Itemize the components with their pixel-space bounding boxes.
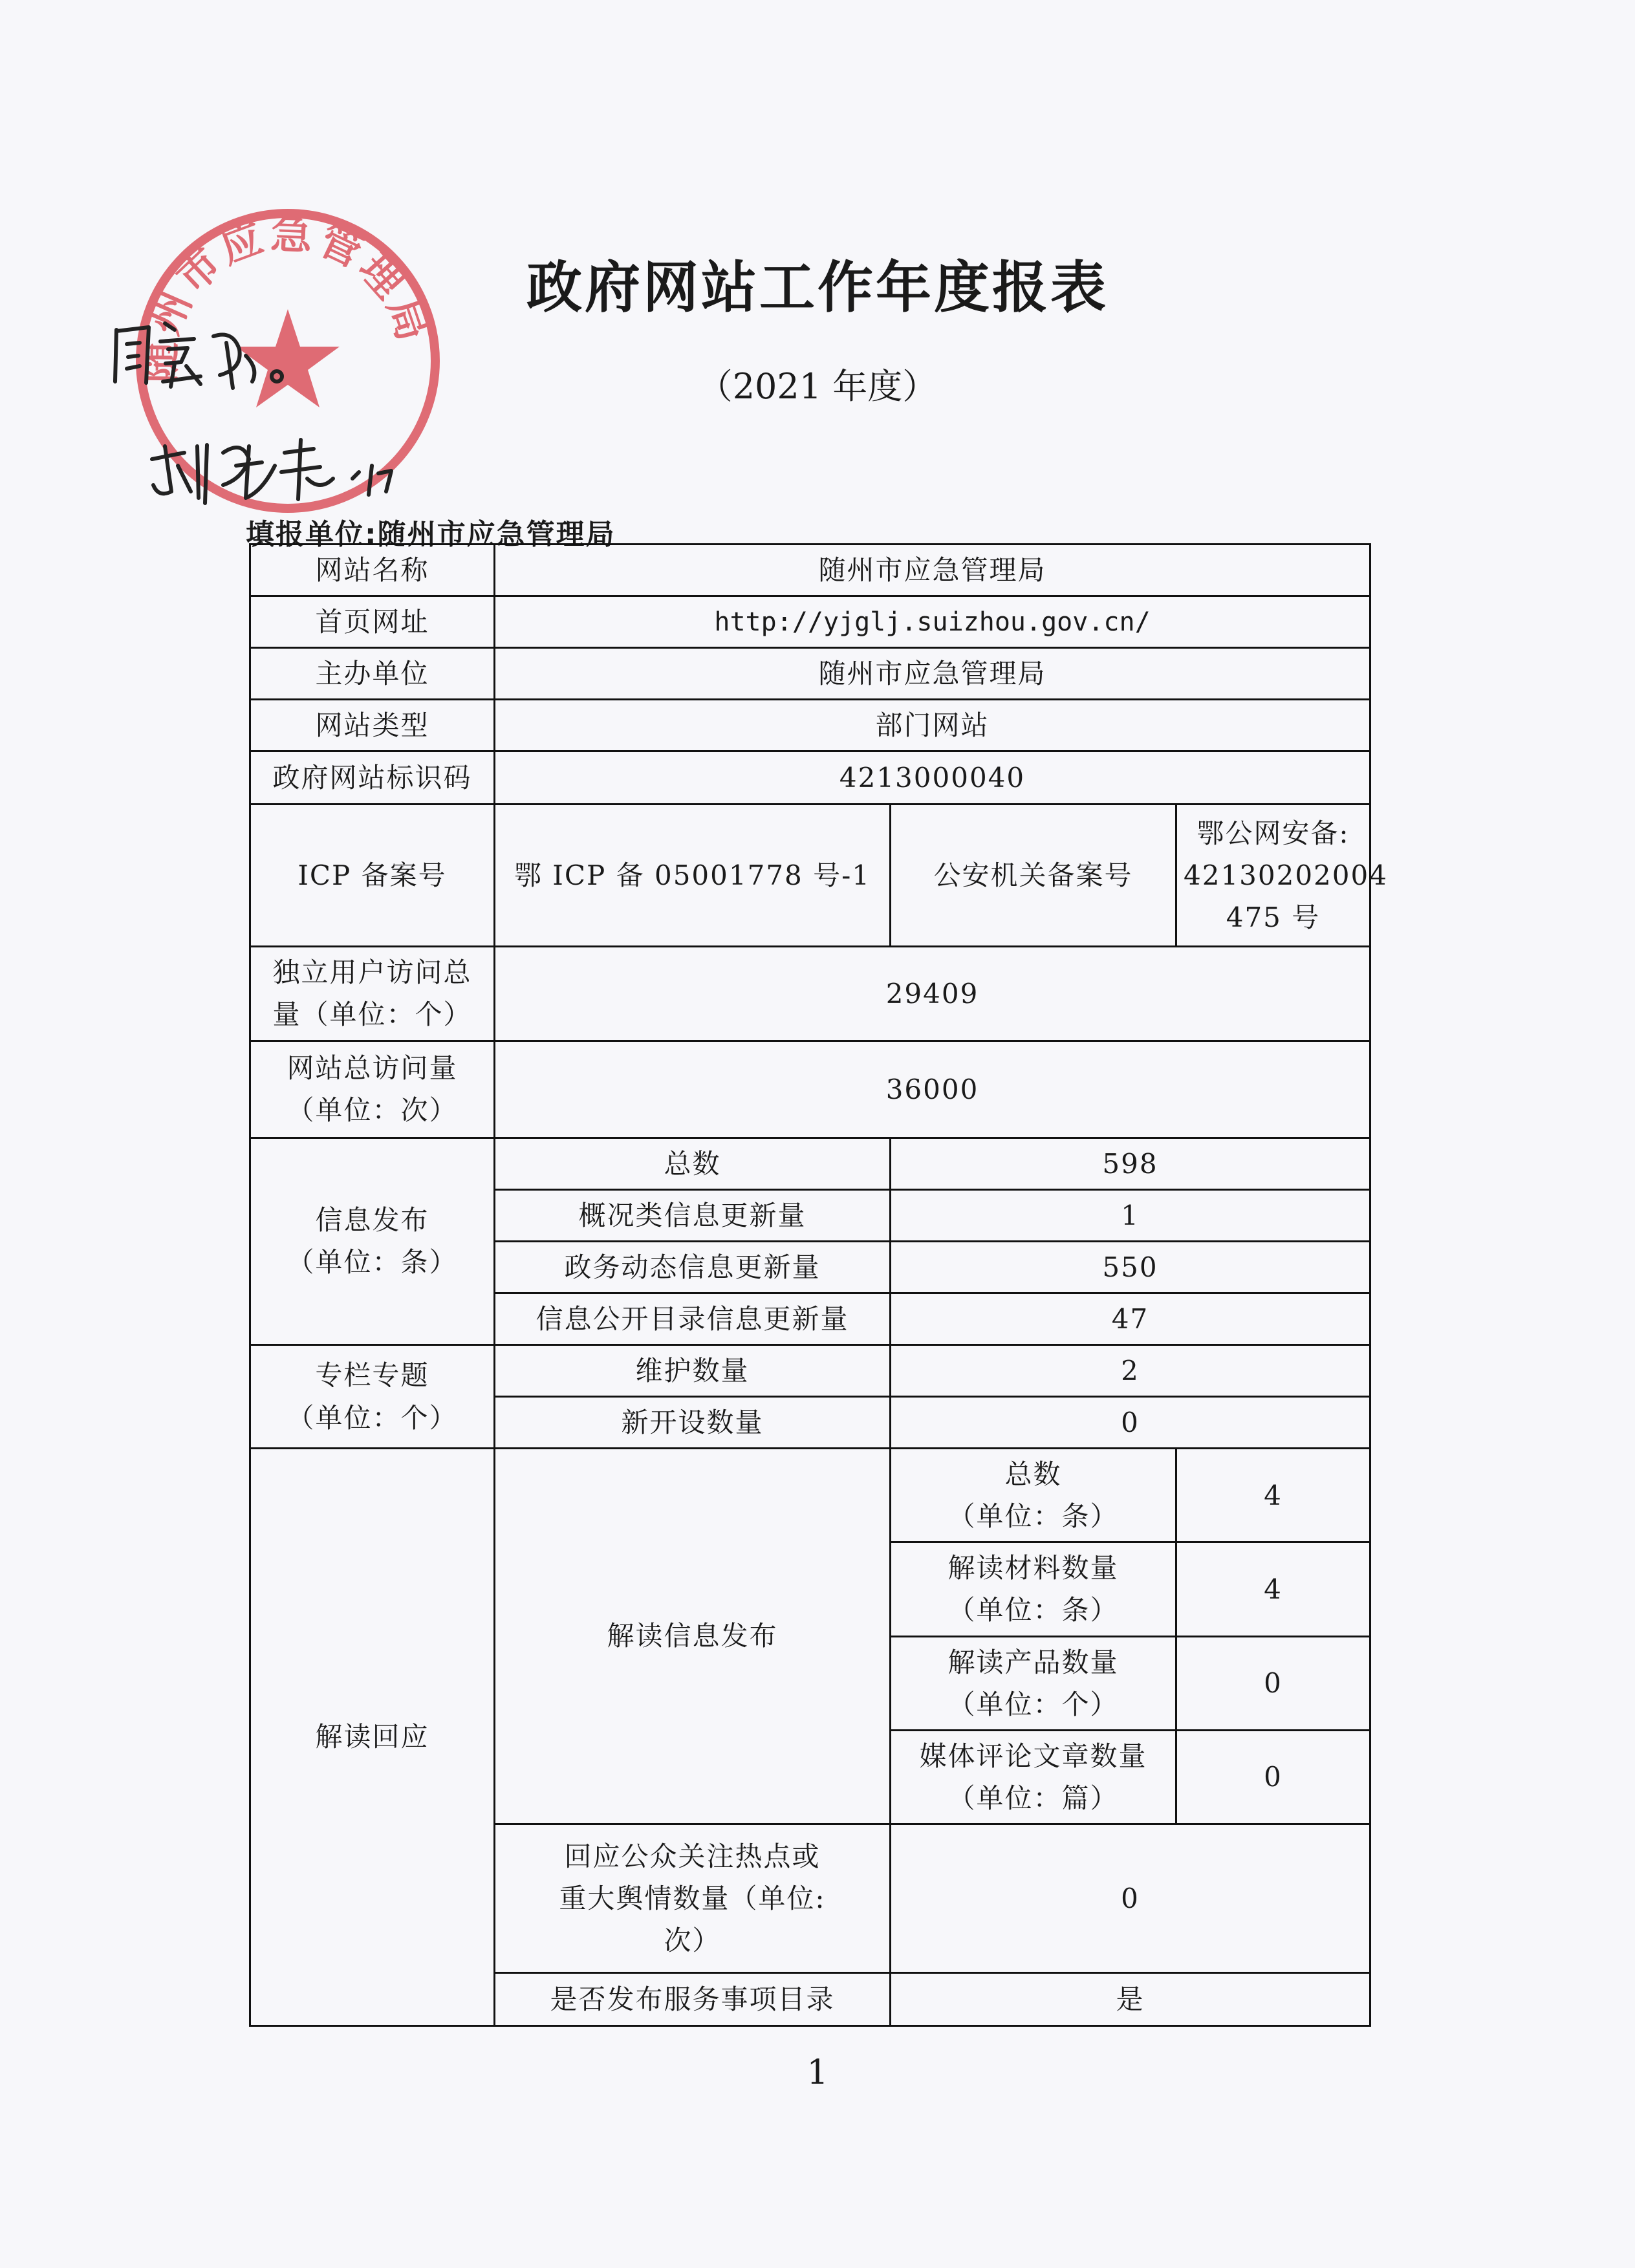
info-row-label: 概况类信息更新量 — [495, 1189, 891, 1241]
column-row-value: 0 — [891, 1397, 1370, 1449]
interp-row-value: 4 — [1176, 1449, 1370, 1542]
interp-row-value: 0 — [1176, 1636, 1370, 1730]
column-row-value: 2 — [891, 1345, 1370, 1396]
row-sponsor — [250, 648, 1370, 700]
uv-label-line2: 量（单位：个） — [272, 999, 472, 1031]
service-label: 是否发布服务事项目录 — [495, 1972, 891, 2025]
home-url-label: 首页网址 — [250, 596, 495, 648]
sponsor-label: 主办单位 — [250, 648, 495, 700]
site-type-value: 部门网站 — [495, 700, 1370, 751]
hotspot-label — [495, 1824, 891, 1972]
icp-label: ICP 备案号 — [250, 805, 495, 947]
row-home-url — [250, 596, 1370, 648]
row-icp — [250, 805, 1370, 947]
police-value — [1176, 805, 1388, 947]
report-title: 政府网站工作年度报表 — [526, 255, 1109, 320]
column-row-label: 新开设数量 — [495, 1397, 891, 1449]
pv-label-line1: 网站总访问量 — [287, 1052, 458, 1084]
row-interp-total — [250, 1449, 1370, 1542]
site-code-label: 政府网站标识码 — [250, 751, 495, 805]
sponsor-value: 随州市应急管理局 — [495, 648, 1370, 700]
seal-text: 随州市应急管理局 — [136, 210, 438, 383]
hotspot-label-line1: 回应公众关注热点或 — [564, 1840, 821, 1872]
column-label — [250, 1345, 495, 1448]
info-row-value: 550 — [891, 1241, 1370, 1293]
column-label-line1: 专栏专题 — [315, 1359, 429, 1392]
interp-row-label-line2: （单位：条） — [947, 1594, 1119, 1626]
row-unique-visitors — [250, 947, 1370, 1041]
column-label-line2: （单位：个） — [287, 1401, 458, 1434]
pv-label-line2: （单位：次） — [287, 1094, 458, 1127]
interp-label: 解读回应 — [250, 1449, 495, 2026]
interp-row-label-line2: （单位：个） — [947, 1688, 1119, 1720]
report-table — [249, 543, 1388, 2027]
info-row-value: 47 — [891, 1293, 1370, 1345]
report-year: （2021 年度） — [697, 366, 938, 407]
row-page-views — [250, 1041, 1370, 1138]
row-site-code — [250, 751, 1370, 805]
info-label-line2: （单位：条） — [287, 1246, 458, 1279]
site-name-label: 网站名称 — [250, 545, 495, 596]
interp-row-label-line2: （单位：篇） — [947, 1782, 1119, 1814]
hotspot-value: 0 — [891, 1824, 1370, 1972]
interp-row-label-line1: 解读产品数量 — [947, 1646, 1119, 1678]
hotspot-label-line2: 重大舆情数量（单位: — [559, 1882, 826, 1914]
uv-label — [250, 947, 495, 1041]
row-site-name — [250, 545, 1370, 596]
interp-row-label-line1: 媒体评论文章数量 — [919, 1740, 1147, 1772]
filler-value: 随州市应急管理局 — [377, 518, 616, 551]
site-code-value: 4213000040 — [495, 751, 1370, 805]
interp-row-label — [891, 1636, 1176, 1730]
uv-value: 29409 — [495, 947, 1370, 1041]
handwritten-signature — [146, 427, 417, 511]
interp-row-value: 0 — [1176, 1730, 1370, 1824]
info-row-value: 598 — [891, 1138, 1370, 1189]
hotspot-label-line3: 次） — [664, 1924, 721, 1956]
handwritten-note — [103, 304, 310, 401]
filler-label: 填报单位: — [246, 518, 378, 551]
row-info-total — [250, 1138, 1370, 1189]
uv-label-line1: 独立用户访问总 — [272, 956, 472, 989]
info-row-value: 1 — [891, 1189, 1370, 1241]
info-row-label: 信息公开目录信息更新量 — [495, 1293, 891, 1345]
site-type-label: 网站类型 — [250, 700, 495, 751]
interp-row-label-line1: 总数 — [1004, 1458, 1062, 1491]
police-value-line1: 鄂公网安备: — [1196, 817, 1350, 850]
info-label-line1: 信息发布 — [315, 1204, 429, 1237]
interp-row-label — [891, 1542, 1176, 1636]
column-row-label: 维护数量 — [495, 1345, 891, 1396]
page-number: 1 — [807, 2053, 828, 2092]
row-site-type — [250, 700, 1370, 751]
info-label — [250, 1138, 495, 1345]
interp-row-label — [891, 1449, 1176, 1542]
row-column-maintained — [250, 1345, 1370, 1396]
home-url-value: http://yjglj.suizhou.gov.cn/ — [495, 596, 1370, 648]
interp-row-label — [891, 1730, 1176, 1824]
info-row-label: 政务动态信息更新量 — [495, 1241, 891, 1293]
interp-row-label-line2: （单位：条） — [947, 1500, 1119, 1533]
police-value-line3: 475 号 — [1226, 902, 1321, 934]
interp-publish-label: 解读信息发布 — [495, 1449, 891, 1824]
police-value-line2: 42130202004 — [1184, 859, 1388, 892]
pv-label — [250, 1041, 495, 1138]
service-value: 是 — [891, 1972, 1370, 2025]
info-row-label: 总数 — [495, 1138, 891, 1189]
interp-row-label-line1: 解读材料数量 — [947, 1552, 1119, 1584]
interp-row-value: 4 — [1176, 1542, 1370, 1636]
police-label: 公安机关备案号 — [891, 805, 1176, 947]
pv-value: 36000 — [495, 1041, 1370, 1138]
site-name-value: 随州市应急管理局 — [495, 545, 1370, 596]
icp-value: 鄂 ICP 备 05001778 号-1 — [495, 805, 891, 947]
